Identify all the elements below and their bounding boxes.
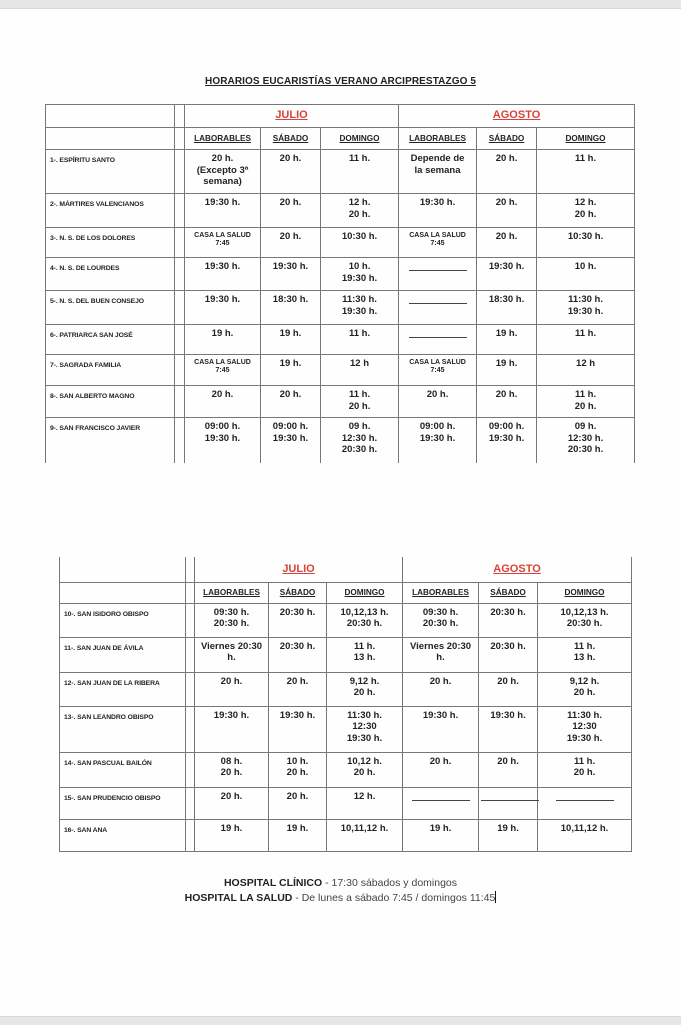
schedule-cell: 10,12 h. 20 h. — [327, 752, 403, 787]
schedule-cell: 19 h. — [477, 325, 537, 355]
schedule-cell: 19 h. — [261, 325, 321, 355]
parish-row — [60, 819, 632, 851]
schedule-cell: 09:30 h. 20:30 h. — [403, 603, 479, 637]
schedule-cell: 11 h. — [537, 325, 635, 355]
schedule-cell: CASA LA SALUD 7:45 — [399, 355, 477, 386]
parish-name: 8-. SAN ALBERTO MAGNO — [46, 386, 175, 418]
schedule-cell: Viernes 20:30 h. — [403, 637, 479, 672]
schedule-cell: 20 h. — [261, 228, 321, 258]
parish-name: 6-. PATRIARCA SAN JOSÉ — [46, 325, 175, 355]
schedule-cell: 20 h. — [479, 672, 538, 706]
schedule-cell: 19 h. — [269, 819, 327, 851]
schedule-cell — [479, 787, 538, 819]
schedule-cell: 20:30 h. — [269, 603, 327, 637]
schedule-cell: 9,12 h. 20 h. — [327, 672, 403, 706]
schedule-cell — [538, 787, 632, 819]
schedule-cell: 10,11,12 h. — [327, 819, 403, 851]
schedule-cell: 19:30 h. — [261, 258, 321, 291]
hospital-clinico-line: HOSPITAL CLÍNICO - 17:30 sábados y domingos — [223, 877, 458, 889]
day-header: SÁBADO — [479, 582, 538, 603]
schedule-cell: CASA LA SALUD 7:45 — [399, 228, 477, 258]
schedule-cell: Viernes 20:30 h. — [195, 637, 269, 672]
parish-row — [46, 150, 635, 194]
schedule-cell: 09:00 h. 19:30 h. — [185, 418, 261, 463]
text-cursor — [495, 891, 496, 903]
parish-name: 11-. SAN JUAN DE ÁVILA — [60, 637, 186, 672]
schedule-cell: 20:30 h. — [479, 603, 538, 637]
schedule-cell: 19:30 h. — [195, 706, 269, 752]
day-header: LABORABLES — [403, 582, 479, 603]
schedule-cell: 20 h. — [399, 386, 477, 418]
schedule-cell: 20 h. — [477, 194, 537, 228]
schedule-cell: 12 h. 20 h. — [537, 194, 635, 228]
hospital-notes — [0, 876, 681, 906]
schedule-cell: 19:30 h. — [185, 291, 261, 325]
parish-row — [60, 672, 632, 706]
schedule-cell: 19:30 h. — [269, 706, 327, 752]
schedule-table-2 — [59, 557, 632, 852]
month-header-row — [60, 557, 632, 582]
day-header-row — [46, 128, 635, 150]
document-title: HORARIOS EUCARISTÍAS VERANO ARCIPRESTAZGO 5 — [205, 76, 476, 87]
schedule-cell: 20 h. — [403, 672, 479, 706]
parish-row — [46, 325, 635, 355]
month-agosto: AGOSTO — [403, 557, 632, 582]
parish-name: 3-. N. S. DE LOS DOLORES — [46, 228, 175, 258]
schedule-cell: 09 h. 12:30 h. 20:30 h. — [537, 418, 635, 463]
parish-row — [60, 637, 632, 672]
schedule-cell: 10 h. 20 h. — [269, 752, 327, 787]
schedule-cell: 09:30 h. 20:30 h. — [195, 603, 269, 637]
schedule-cell: 09 h. 12:30 h. 20:30 h. — [321, 418, 399, 463]
hospital-la-salud-line: HOSPITAL LA SALUD - De lunes a sábado 7:45 / domingos 11:45 — [184, 892, 496, 904]
parish-row — [46, 418, 635, 463]
day-header: LABORABLES — [399, 128, 477, 150]
schedule-cell: 19:30 h. — [185, 258, 261, 291]
parish-name: 10-. SAN ISIDORO OBISPO — [60, 603, 186, 637]
schedule-cell: 12 h — [537, 355, 635, 386]
schedule-cell: 20 h. — [403, 752, 479, 787]
schedule-cell: 18:30 h. — [261, 291, 321, 325]
schedule-cell: 19 h. — [479, 819, 538, 851]
parish-row — [46, 386, 635, 418]
schedule-table-1 — [45, 104, 635, 463]
schedule-cell: 09:00 h. 19:30 h. — [399, 418, 477, 463]
day-header: SÁBADO — [261, 128, 321, 150]
schedule-cell: 11:30 h. 19:30 h. — [321, 291, 399, 325]
parish-name: 14-. SAN PASCUAL BAILÓN — [60, 752, 186, 787]
day-header: LABORABLES — [185, 128, 261, 150]
parish-name: 7-. SAGRADA FAMILIA — [46, 355, 175, 386]
schedule-cell — [399, 325, 477, 355]
schedule-cell: 11 h. 20 h. — [321, 386, 399, 418]
schedule-cell: 20 h. — [195, 787, 269, 819]
schedule-cell: 12 h — [321, 355, 399, 386]
schedule-cell: 19 h. — [195, 819, 269, 851]
schedule-cell: 19:30 h. — [477, 258, 537, 291]
schedule-cell: 19:30 h. — [479, 706, 538, 752]
schedule-cell: 10 h. — [537, 258, 635, 291]
schedule-cell: 20 h. — [269, 787, 327, 819]
no-service-line — [409, 328, 467, 338]
schedule-cell: 11:30 h. 12:30 19:30 h. — [538, 706, 632, 752]
parish-row — [46, 194, 635, 228]
schedule-cell: 10,11,12 h. — [538, 819, 632, 851]
schedule-cell: 11 h. — [537, 150, 635, 194]
schedule-cell: 12 h. — [327, 787, 403, 819]
schedule-cell: 19 h. — [477, 355, 537, 386]
viewer-top-edge — [0, 0, 681, 9]
schedule-cell: 20 h. — [477, 228, 537, 258]
schedule-cell: 10:30 h. — [537, 228, 635, 258]
schedule-cell: 10:30 h. — [321, 228, 399, 258]
parish-name: 4-. N. S. DE LOURDES — [46, 258, 175, 291]
parish-row — [46, 291, 635, 325]
schedule-cell: CASA LA SALUD 7:45 — [185, 228, 261, 258]
day-header-row — [60, 582, 632, 603]
schedule-cell: 18:30 h. — [477, 291, 537, 325]
schedule-cell: 10,12,13 h. 20:30 h. — [538, 603, 632, 637]
schedule-cell: 20 h. (Excepto 3ª semana) — [185, 150, 261, 194]
schedule-cell: 20 h. — [479, 752, 538, 787]
schedule-cell — [399, 258, 477, 291]
parish-name: 2-. MÁRTIRES VALENCIANOS — [46, 194, 175, 228]
schedule-cell: Depende de la semana — [399, 150, 477, 194]
no-service-line — [409, 294, 467, 304]
parish-name: 9-. SAN FRANCISCO JAVIER — [46, 418, 175, 463]
parish-row — [60, 752, 632, 787]
parish-name: 1-. ESPÍRITU SANTO — [46, 150, 175, 194]
schedule-cell: 20 h. — [195, 672, 269, 706]
schedule-cell: 11 h. 13 h. — [538, 637, 632, 672]
parish-name: 12-. SAN JUAN DE LA RIBERA — [60, 672, 186, 706]
schedule-cell: 19 h. — [403, 819, 479, 851]
schedule-cell: 20 h. — [185, 386, 261, 418]
schedule-cell: 19:30 h. — [185, 194, 261, 228]
parish-name: 13-. SAN LEANDRO OBISPO — [60, 706, 186, 752]
schedule-cell: 20 h. — [261, 194, 321, 228]
parish-row — [46, 228, 635, 258]
schedule-cell: 10,12,13 h. 20:30 h. — [327, 603, 403, 637]
schedule-cell: 11 h. 20 h. — [538, 752, 632, 787]
parish-row — [46, 258, 635, 291]
schedule-cell: 09:00 h. 19:30 h. — [261, 418, 321, 463]
schedule-cell: 20 h. — [261, 150, 321, 194]
schedule-cell: 11:30 h. 12:30 19:30 h. — [327, 706, 403, 752]
schedule-cell: 11 h. 13 h. — [327, 637, 403, 672]
month-agosto: AGOSTO — [399, 105, 635, 128]
day-header: DOMINGO — [538, 582, 632, 603]
month-julio: JULIO — [185, 105, 399, 128]
no-service-line — [556, 791, 614, 801]
schedule-cell: 9,12 h. 20 h. — [538, 672, 632, 706]
schedule-cell: 11 h. 20 h. — [537, 386, 635, 418]
schedule-cell: 12 h. 20 h. — [321, 194, 399, 228]
month-julio: JULIO — [195, 557, 403, 582]
schedule-cell: 11 h. — [321, 325, 399, 355]
day-header: SÁBADO — [269, 582, 327, 603]
schedule-cell: 20:30 h. — [479, 637, 538, 672]
parish-row — [60, 787, 632, 819]
schedule-cell: 09:00 h. 19:30 h. — [477, 418, 537, 463]
schedule-cell: 19:30 h. — [403, 706, 479, 752]
parish-row — [60, 706, 632, 752]
schedule-cell: 19:30 h. — [399, 194, 477, 228]
parish-name: 16-. SAN ANA — [60, 819, 186, 851]
schedule-cell: 20 h. — [261, 386, 321, 418]
parish-name: 5-. N. S. DEL BUEN CONSEJO — [46, 291, 175, 325]
schedule-cell: 20:30 h. — [269, 637, 327, 672]
day-header: DOMINGO — [327, 582, 403, 603]
no-service-line — [412, 791, 470, 801]
day-header: LABORABLES — [195, 582, 269, 603]
schedule-cell: 20 h. — [269, 672, 327, 706]
month-header-row — [46, 105, 635, 128]
parish-row — [60, 603, 632, 637]
parish-row — [46, 355, 635, 386]
schedule-cell: 11:30 h. 19:30 h. — [537, 291, 635, 325]
schedule-cell — [399, 291, 477, 325]
schedule-cell: 19 h. — [261, 355, 321, 386]
day-header: SÁBADO — [477, 128, 537, 150]
schedule-cell: 08 h. 20 h. — [195, 752, 269, 787]
no-service-line — [481, 791, 539, 801]
schedule-cell: CASA LA SALUD 7:45 — [185, 355, 261, 386]
no-service-line — [409, 261, 467, 271]
day-header: DOMINGO — [321, 128, 399, 150]
schedule-cell — [403, 787, 479, 819]
day-header: DOMINGO — [537, 128, 635, 150]
schedule-cell: 20 h. — [477, 150, 537, 194]
schedule-cell: 10 h. 19:30 h. — [321, 258, 399, 291]
schedule-cell: 20 h. — [477, 386, 537, 418]
schedule-cell: 19 h. — [185, 325, 261, 355]
parish-name: 15-. SAN PRUDENCIO OBISPO — [60, 787, 186, 819]
schedule-cell: 11 h. — [321, 150, 399, 194]
